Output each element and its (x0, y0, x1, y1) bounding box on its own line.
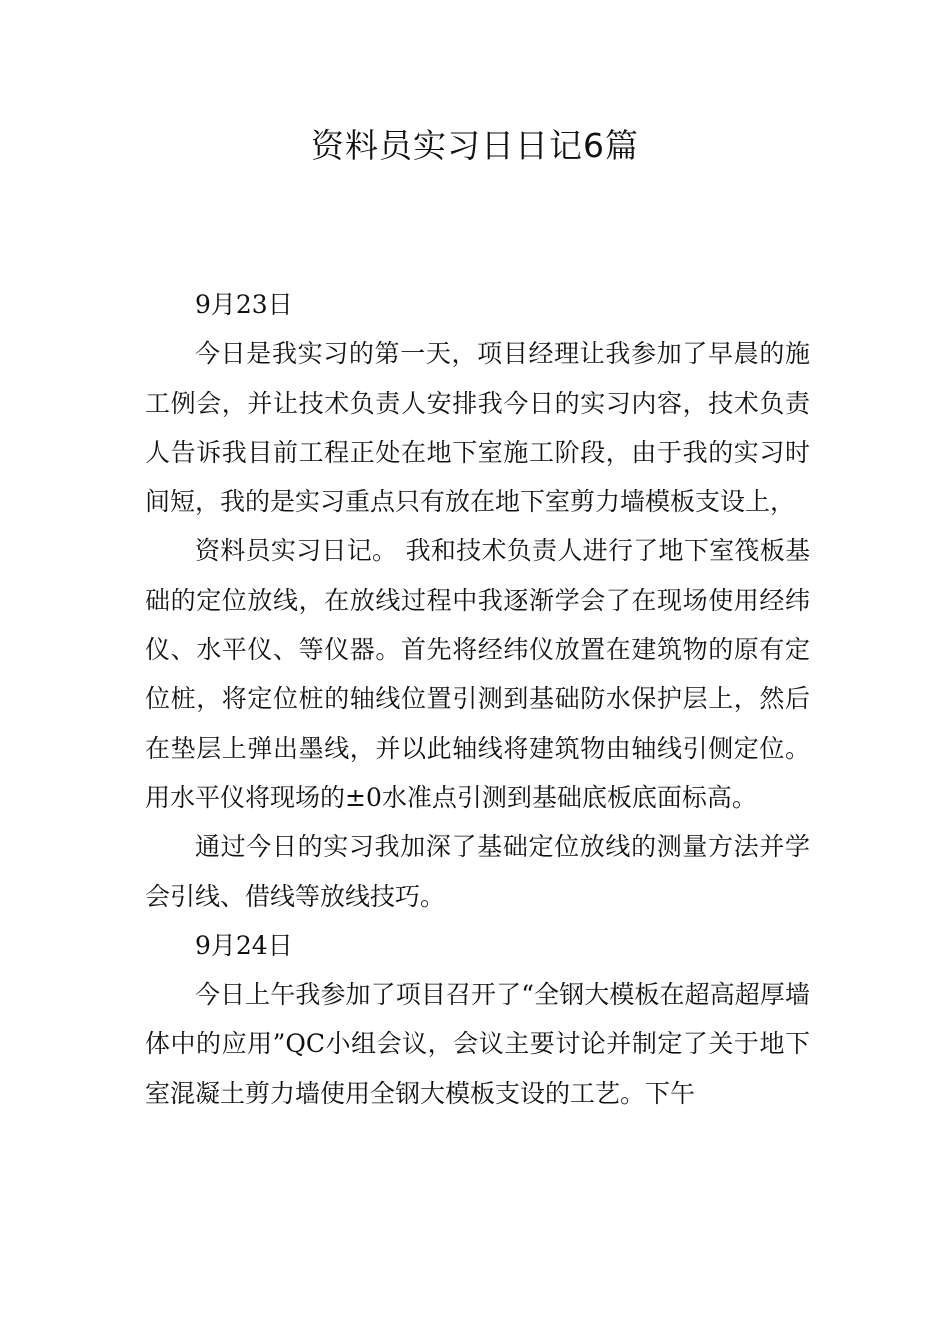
body-paragraph: 资料员实习日记。 我和技术负责人进行了地下室筏板基础的定位放线，在放线过程中我逐渐学会了在现场使用经纬仪、水平仪、等仪器。首先将经纬仪放置在建筑物的原有定位桩，将定位桩的轴线位置引测到基础防水保护层上，然后在垫层上弹出墨线，并以此轴线将建筑物由轴线引侧定位。用水平仪将现场的±0水准点引测到基础底板底面标高。 (145, 536, 810, 812)
body-paragraph: 今日上午我参加了项目召开了“全钢大模板在超高超厚墙体中的应用”QC小组会议，会议主要讨论并制定了关于地下室混凝土剪力墙使用全钢大模板支设的工艺。下午 (145, 980, 810, 1108)
document-body (145, 280, 810, 1118)
document-title: 资料员实习日日记6篇 (311, 126, 639, 165)
body-paragraph: 今日是我实习的第一天，项目经理让我参加了早晨的施工例会，并让技术负责人安排我今日的实习内容，技术负责人告诉我目前工程正处在地下室施工阶段，由于我的实习时间短，我的是实习重点只有放在地下室剪力墙模板支设上， (145, 339, 810, 517)
diary-date: 9月24日 (195, 930, 293, 960)
diary-date: 9月23日 (195, 290, 293, 319)
body-paragraph: 通过今日的实习我加深了基础定位放线的测量方法并学会引线、借线等放线技巧。 (145, 832, 810, 911)
